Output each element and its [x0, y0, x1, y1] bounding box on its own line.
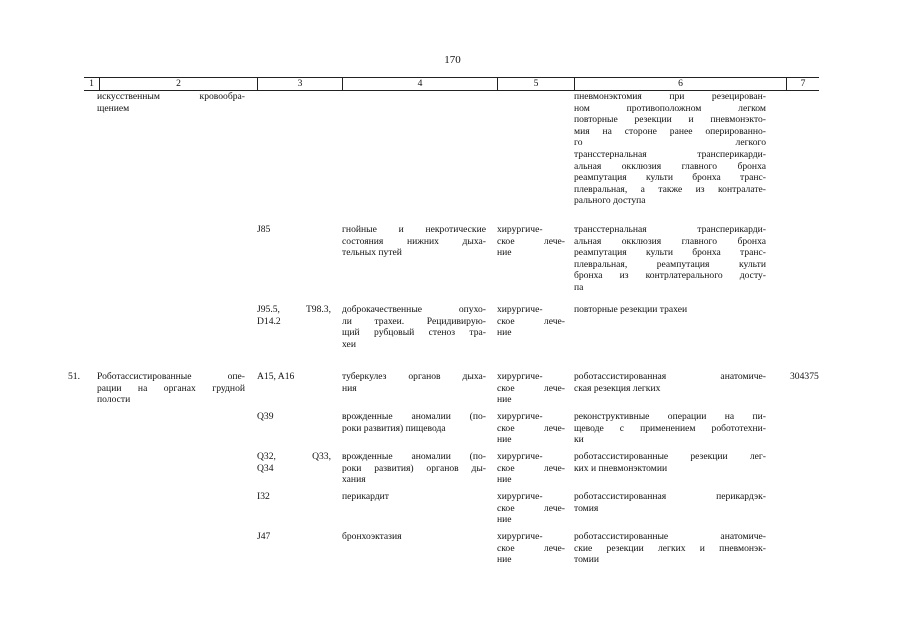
continuation-method-line: рального доступа: [574, 195, 646, 207]
row-condition-line: врожденные аномалии (по-: [342, 411, 486, 422]
row-method-line: томии: [574, 554, 600, 566]
row-condition-line: ли трахеи. Рецидивирую-: [342, 315, 486, 327]
row-method: [574, 411, 766, 446]
row-codes-line: J85: [257, 224, 271, 235]
row-method-line: альная окклюзия главного бронха: [574, 235, 766, 247]
row-method-line: роботассистированные резекции лег-: [574, 451, 766, 462]
row-method-line: роботассистированная перикардэк-: [574, 491, 766, 502]
row-condition-line: хеи: [342, 338, 356, 350]
item-number: 51.: [68, 371, 80, 382]
row-treatment-line: ское лече-: [497, 502, 565, 514]
row-method-line: ких и пневмонэктомии: [574, 462, 668, 474]
item-name-line: рации на органах грудной: [97, 382, 245, 394]
row-treatment: [497, 491, 565, 526]
row-condition-line: ния: [342, 382, 357, 394]
row-condition-line: перикардит: [342, 491, 389, 502]
header-col-6: 6: [574, 78, 786, 90]
row-method: [574, 371, 766, 394]
row-treatment: [497, 224, 565, 259]
row-treatment-line: ское лече-: [497, 315, 565, 327]
row-condition: [342, 304, 486, 350]
continuation-method-line: реампутация культи бронха транс-: [574, 172, 766, 184]
table-header: [84, 77, 819, 91]
row-treatment-line: хирургиче-: [497, 304, 543, 315]
row-codes: [257, 304, 331, 327]
row-condition: [342, 371, 486, 394]
row-treatment-line: ское лече-: [497, 382, 565, 394]
row-method-line: ские резекции легких и пневмонэк-: [574, 542, 766, 554]
row-condition-line: туберкулез органов дыха-: [342, 371, 486, 382]
continuation-name: [97, 91, 245, 114]
row-treatment: [497, 411, 565, 446]
row-condition-line: щий рубцовый стеноз тра-: [342, 327, 486, 339]
row-method-line: бронха из контрлатерального досту-: [574, 270, 766, 282]
row-codes-line: A15, A16: [257, 371, 295, 382]
header-col-2: 2: [99, 78, 257, 90]
row-treatment-line: хирургиче-: [497, 491, 543, 502]
row-treatment-line: ние: [497, 327, 512, 339]
row-method-line: роботассистированные анатомиче-: [574, 531, 766, 542]
row-condition: [342, 224, 486, 259]
row-method: [574, 491, 766, 514]
row-condition-line: хания: [342, 474, 366, 486]
row-treatment-line: ское лече-: [497, 542, 565, 554]
row-condition-line: состояния нижних дыха-: [342, 235, 486, 247]
row-method: [574, 531, 766, 566]
continuation-method-line: альная окклюзия главного бронха: [574, 160, 766, 172]
row-method: [574, 304, 766, 316]
row-codes-line: J47: [257, 531, 271, 542]
row-condition: [342, 531, 486, 543]
row-condition-line: роки развития) органов ды-: [342, 462, 486, 474]
item-name-line: полости: [97, 394, 131, 406]
row-treatment-line: хирургиче-: [497, 531, 543, 542]
row-method-line: реампутация культи бронха транс-: [574, 247, 766, 259]
row-condition: [342, 411, 486, 434]
row-treatment: [497, 531, 565, 566]
row-treatment-line: ние: [497, 554, 512, 566]
row-treatment-line: ние: [497, 434, 512, 446]
row-method-line: томия: [574, 502, 599, 514]
header-col-7: 7: [786, 78, 819, 90]
row-treatment-line: хирургиче-: [497, 224, 543, 235]
row-method-line: ки: [574, 434, 584, 446]
row-treatment-line: ние: [497, 394, 512, 406]
row-treatment-line: ское лече-: [497, 422, 565, 434]
page-number: 170: [444, 54, 461, 66]
continuation-method-line: мия на стороне ранее оперированно-: [574, 125, 766, 137]
continuation-method-line: повторные резекции и пневмонэкто-: [574, 114, 766, 126]
row-treatment-line: ское лече-: [497, 235, 565, 247]
continuation-method-line: ном противоположном легком: [574, 102, 766, 114]
item-price: 304375: [790, 371, 819, 382]
continuation-name-line: щением: [97, 102, 130, 114]
continuation-method-line: го легкого: [574, 137, 766, 149]
row-codes: [257, 224, 331, 236]
row-treatment-line: хирургиче-: [497, 411, 543, 422]
row-treatment-line: ское лече-: [497, 462, 565, 474]
row-method-line: повторные резекции трахеи: [574, 304, 688, 315]
row-codes-line: I32: [257, 491, 270, 502]
row-method: [574, 224, 766, 294]
row-codes-line: D14.2: [257, 315, 281, 327]
row-method-line: трансстернальная трансперикарди-: [574, 224, 766, 235]
row-method-line: па: [574, 281, 584, 293]
row-condition: [342, 451, 486, 486]
row-method-line: щеводе с применением робототехни-: [574, 422, 766, 434]
row-codes: [257, 451, 331, 474]
row-codes: [257, 411, 331, 423]
row-method-line: плевральная, реампутация культи: [574, 258, 766, 270]
row-treatment-line: хирургиче-: [497, 451, 543, 462]
row-condition-line: гнойные и некротические: [342, 224, 486, 235]
row-treatment-line: ние: [497, 474, 512, 486]
row-codes: [257, 491, 331, 503]
item-name: [97, 371, 245, 406]
row-condition-line: доброкачественные опухо-: [342, 304, 486, 315]
header-col-5: 5: [497, 78, 574, 90]
continuation-method-line: трансстернальная трансперикарди-: [574, 148, 766, 160]
header-col-4: 4: [342, 78, 497, 90]
row-codes-line: Q39: [257, 411, 274, 422]
row-condition-line: тельных путей: [342, 247, 402, 259]
header-col-1: 1: [89, 78, 94, 89]
row-treatment: [497, 371, 565, 406]
header-col-3: 3: [257, 78, 342, 90]
row-condition: [342, 491, 486, 503]
row-codes: [257, 531, 331, 543]
continuation-method-line: плевральная, а также из контралате-: [574, 183, 766, 195]
row-treatment-line: ние: [497, 514, 512, 526]
row-method-line: роботассистированная анатомиче-: [574, 371, 766, 382]
row-treatment-line: ние: [497, 247, 512, 259]
row-method: [574, 451, 766, 474]
row-condition-line: роки развития) пищевода: [342, 422, 446, 434]
row-condition-line: врожденные аномалии (по-: [342, 451, 486, 462]
row-codes: [257, 371, 331, 383]
row-treatment: [497, 304, 565, 339]
row-treatment: [497, 451, 565, 486]
continuation-method-line: пневмонэктомия при резецирован-: [574, 91, 766, 102]
continuation-name-line: искусственным кровообра-: [97, 91, 245, 102]
row-method-line: реконструктивные операции на пи-: [574, 411, 766, 422]
row-condition-line: бронхоэктазия: [342, 531, 402, 542]
continuation-method: [574, 91, 766, 207]
row-treatment-line: хирургиче-: [497, 371, 543, 382]
row-method-line: ская резекция легких: [574, 382, 661, 394]
row-codes-line: Q34: [257, 462, 274, 474]
item-name-line: Роботассистированные опе-: [97, 371, 245, 382]
row-codes-line: J95.5, T98.3,: [257, 304, 331, 315]
row-codes-line: Q32, Q33,: [257, 451, 331, 462]
